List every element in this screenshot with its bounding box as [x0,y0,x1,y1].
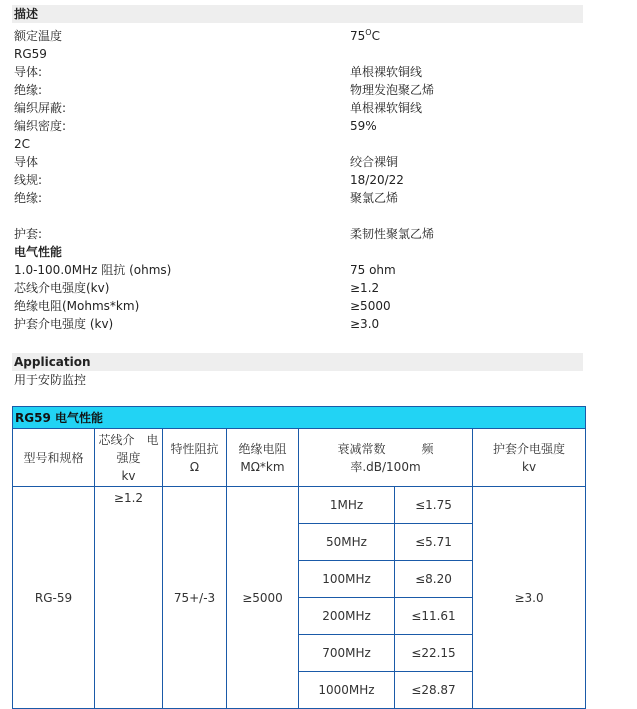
description-value [350,117,377,135]
description-label: 线规: [14,173,43,187]
header-attenuation-line1: 衰减常数 频 [337,441,434,456]
description-label: 护套: [14,227,43,241]
cell-freq: 700MHz [299,635,395,672]
header-jacket [473,429,586,487]
cell-freq: 100MHz [299,561,395,598]
header-impedance [163,429,227,487]
cell-jacket: ≥3.0 [473,487,586,709]
description-label: 护套介电强度 (kv) [14,317,114,331]
description-value-text: 单根裸软铜线 [350,65,423,79]
description-value-text: 柔韧性聚氯乙烯 [350,227,435,241]
description-value-text: ≥3.0 [350,317,380,331]
description-row [14,189,583,207]
application-text: 用于安防监控 [14,373,87,387]
description-value-text: 75 [350,29,366,43]
description-label: 绝缘: [14,83,43,97]
cell-model: RG-59 [13,487,95,709]
description-row [14,81,583,99]
spec-table [12,406,586,709]
description-value-text: ≥5000 [350,299,391,313]
description-value [350,99,422,117]
description-value-text: 75 ohm [350,263,396,277]
header-impedance-line1: 特性阻抗 [170,441,219,456]
cell-atten-value: ≤5.71 [395,524,473,561]
cell-atten-value: ≤28.87 [395,672,473,709]
header-core-strength [95,429,163,487]
description-row [14,135,583,153]
description-value [350,279,379,297]
description-value-text: 物理发泡聚乙烯 [350,83,435,97]
description-value-text: 59% [350,119,377,133]
cell-core-strength: ≥1.2 [95,487,163,709]
description-value-suffix: C [371,29,380,43]
description-row [14,99,583,117]
description-row [14,315,583,333]
header-jacket-line1: 护套介电强度 [493,441,566,456]
description-value [350,27,380,45]
cell-freq: 1MHz [299,487,395,524]
cell-atten-value: ≤11.61 [395,598,473,635]
description-value [350,261,396,279]
description-label: 导体 [14,155,39,169]
header-insulation [227,429,299,487]
cell-atten-value: ≤8.20 [395,561,473,598]
description-row [14,45,583,63]
cell-atten-value: ≤1.75 [395,487,473,524]
spec-table-title: RG59 电气性能 [13,407,586,429]
description-row [14,27,583,45]
description-row [14,243,583,261]
description-label: 编织密度: [14,119,67,133]
description-value-text: ≥1.2 [350,281,380,295]
description-label: 芯线介电强度(kv) [14,281,110,295]
cell-freq: 200MHz [299,598,395,635]
description-label: 绝缘: [14,191,43,205]
description-row [14,171,583,189]
header-jacket-line2: kv [522,459,537,474]
cell-atten-value: ≤22.15 [395,635,473,672]
description-value [350,225,434,243]
description-label: 1.0-100.0MHz 阻抗 (ohms) [14,263,172,277]
description-row [14,153,583,171]
description-label: 2C [14,137,31,151]
description-row [14,63,583,81]
cell-impedance: 75+/-3 [163,487,227,709]
description-label: RG59 [14,47,47,61]
degree-superscript: O [365,28,372,37]
description-label: 导体: [14,65,43,79]
description-header: 描述 [12,5,583,23]
header-core-line1: 芯线介 电 [98,432,159,447]
header-insulation-line1: 绝缘电阻 [238,441,287,456]
description-value [350,81,434,99]
header-attenuation [299,429,473,487]
header-core-line3: kv [121,468,136,483]
description-value [350,171,404,189]
header-core-line2: 强度 [116,450,141,465]
description-row [14,297,583,315]
description-value [350,63,422,81]
description-label: 额定温度 [14,29,63,43]
description-label: 电气性能 [14,245,63,259]
header-insulation-line2: MΩ*km [240,459,285,474]
description-row [14,261,583,279]
description-value [350,297,391,315]
description-value-text: 18/20/22 [350,173,404,187]
description-row [14,117,583,135]
application-header: Application [12,353,583,371]
cell-freq: 50MHz [299,524,395,561]
header-model: 型号和规格 [13,429,95,487]
header-impedance-line2: Ω [189,459,200,474]
description-value-text: 绞合裸铜 [350,155,399,169]
description-value [350,189,398,207]
description-label: 编织屏蔽: [14,101,67,115]
description-row [14,279,583,297]
description-value-text: 单根裸软铜线 [350,101,423,115]
cell-freq: 1000MHz [299,672,395,709]
description-value [350,153,398,171]
description-value-text: 聚氯乙烯 [350,191,399,205]
cell-insulation: ≥5000 [227,487,299,709]
description-row [14,225,583,243]
spec-table-header-row [13,429,586,487]
header-attenuation-line2: 率.dB/100m [350,459,421,474]
application-text-row [14,371,583,389]
description-label: 绝缘电阻(Mohms*km) [14,299,140,313]
description-value [350,315,379,333]
spec-data-row [13,487,586,524]
